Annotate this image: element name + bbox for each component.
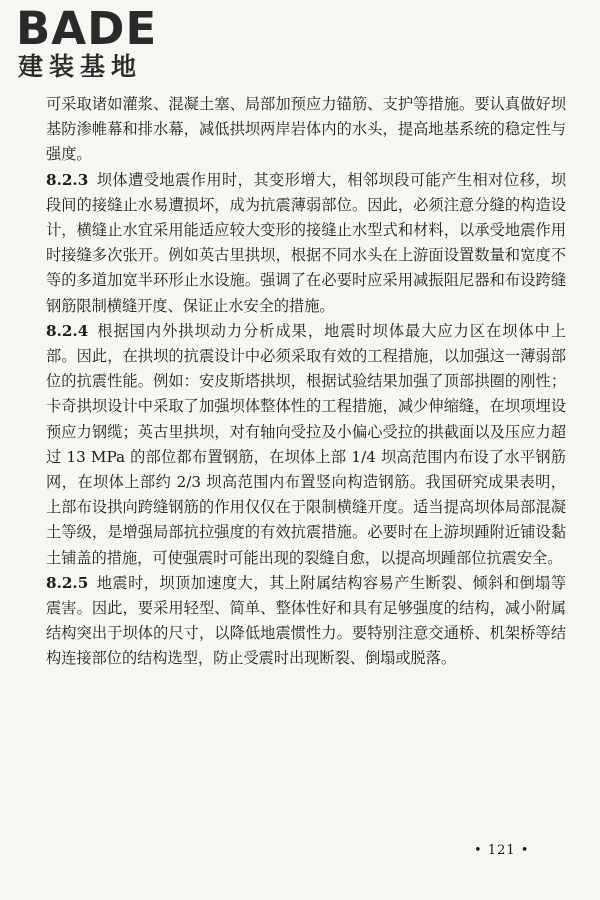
clause-8-2-4	[46, 319, 566, 571]
paragraph-continued	[46, 92, 566, 168]
paragraph-text: 坝体遭受地震作用时，其变形增大，相邻坝段可能产生相对位移，坝段间的接缝止水易遭损坏，成为抗震薄弱部位。因此，必须注意分缝的构造设计，横缝止水宜采用能适应较大变形的接缝止水型式和材料，以承受地震作用时接缝多次张开。例如英古里拱坝，根据不同水头在上游面设置数量和宽度不等的多道加宽半环形止水设施。强调了在必要时应采用减振阻尼器和布设跨缝钢筋限制横缝开度、保证止水安全的措施。	[46, 170, 566, 315]
logo-subtitle: 建装基地	[18, 52, 143, 81]
paragraph-text: 可采取诸如灌浆、混凝土塞、局部加预应力锚筋、支护等措施。要认真做好坝基防渗帷幕和排水幕，减低拱坝两岸岩体内的水头，提高地基系统的稳定性与强度。	[46, 95, 566, 164]
clause-number: 8.2.5	[46, 573, 89, 592]
site-logo	[16, 2, 186, 82]
clause-number: 8.2.4	[46, 321, 89, 340]
document-body	[46, 92, 566, 672]
paragraph-text: 地震时，坝顶加速度大，其上附属结构容易产生断裂、倾斜和倒塌等震害。因此，要采用轻型、简单、整体性好和具有足够强度的结构，减小附属结构突出于坝体的尺寸，以降低地震惯性力。要特别注意交通桥、机架桥等结构连接部位的结构选型，防止受震时出现断裂、倒塌或脱落。	[46, 573, 566, 668]
clause-number: 8.2.3	[46, 170, 89, 189]
clause-8-2-3	[46, 168, 566, 319]
logo-wordmark: BADE	[16, 2, 158, 55]
clause-8-2-5	[46, 571, 566, 672]
page-number: • 121 •	[474, 843, 530, 858]
paragraph-text: 根据国内外拱坝动力分析成果，地震时坝体最大应力区在坝体中上部。因此，在拱坝的抗震设计中必须采取有效的工程措施，以加强这一薄弱部位的抗震性能。例如：安皮斯塔拱坝，根据试验结果加强了顶部拱圈的刚性；卡奇拱坝设计中采取了加强坝体整体性的工程措施，减少伸缩缝，在坝项埋设预应力钢缆；英古里拱坝，对有轴向受拉及小偏心受拉的拱截面以及压应力超过 13 MPa 的部位都布置钢筋，在坝体上部 1/4 坝高范围内布设了水平钢筋网，在坝体上部约 2/3 坝高范围内布置竖向构造钢筋。我国研究成果表明，上部布设拱向跨缝钢筋的作用仅仅在于限制横缝开度。适当提高坝体局部混凝土等级，是增强局部抗拉强度的有效抗震措施。必要时在上游坝踵附近铺设黏土铺盖的措施，可使强震时可能出现的裂缝自愈，以提高坝踵部位抗震安全。	[46, 321, 566, 567]
